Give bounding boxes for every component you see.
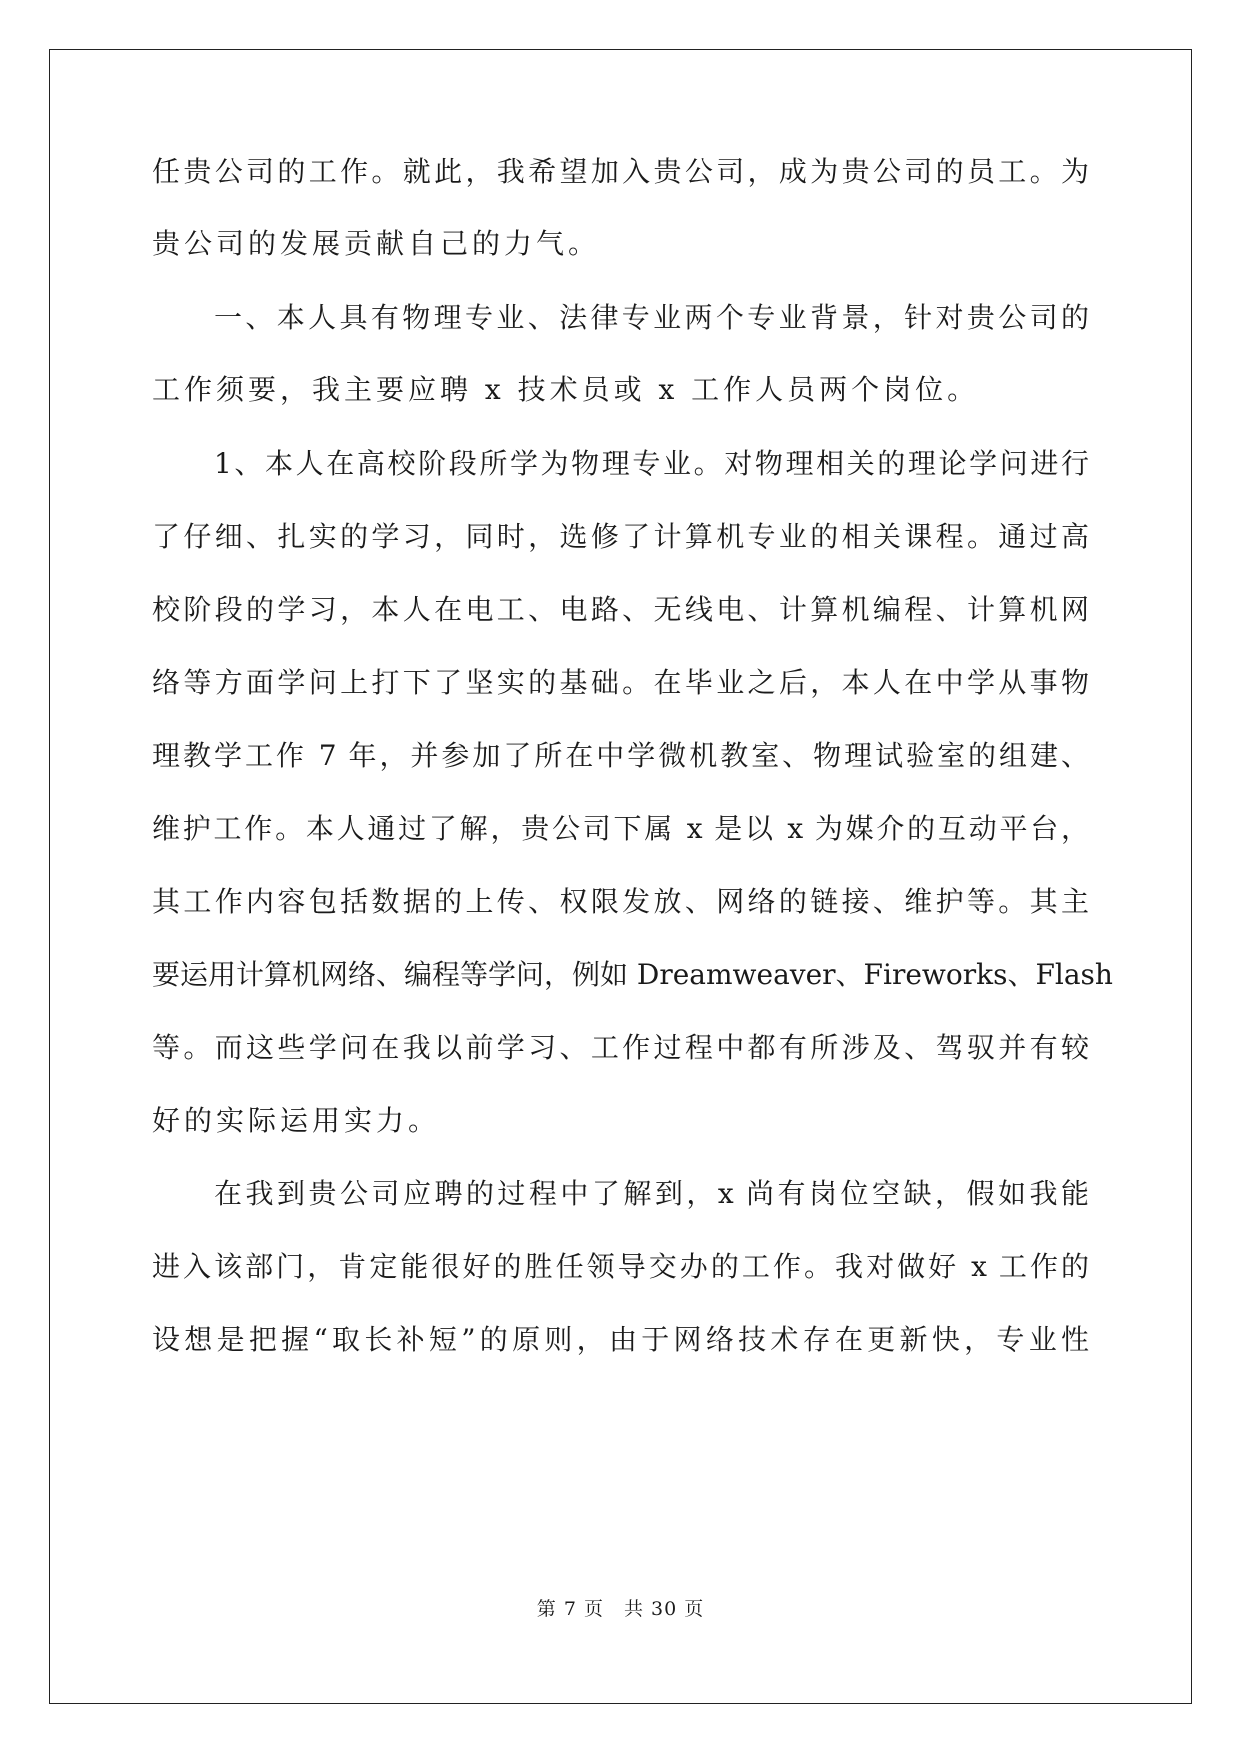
paragraph-line: 络等方面学问上打下了坚实的基础。在毕业之后，本人在中学从事物 [152, 666, 1089, 699]
paragraph-line: 等。而这些学问在我以前学习、工作过程中都有所涉及、驾驭并有较 [152, 1031, 1089, 1064]
page-number: 第 7 页 共 30 页 [536, 1598, 705, 1620]
paragraph-line: 校阶段的学习，本人在电工、电路、无线电、计算机编程、计算机网 [152, 593, 1089, 626]
paragraph-line: 了仔细、扎实的学习，同时，选修了计算机专业的相关课程。通过高 [152, 520, 1089, 553]
paragraph-line: 任贵公司的工作。就此，我希望加入贵公司，成为贵公司的员工。为 [152, 155, 1089, 188]
paragraph-line: 工作须要，我主要应聘 x 技术员或 x 工作人员两个岗位。 [152, 373, 980, 406]
paragraph-line: 进入该部门，肯定能很好的胜任领导交办的工作。我对做好 x 工作的 [152, 1250, 1089, 1283]
paragraph-line: 设想是把握“取长补短”的原则，由于网络技术存在更新快，专业性 [152, 1323, 1089, 1356]
paragraph-line: 1、本人在高校阶段所学为物理专业。对物理相关的理论学问进行 [214, 447, 1089, 480]
paragraph-line: 维护工作。本人通过了解，贵公司下属 x 是以 x 为媒介的互动平台， [152, 812, 1089, 845]
paragraph-line: 理教学工作 7 年，并参加了所在中学微机教室、物理试验室的组建、 [152, 739, 1089, 772]
paragraph-line: 好的实际运用实力。 [152, 1104, 441, 1137]
paragraph-line: 贵公司的发展贡献自己的力气。 [152, 227, 601, 260]
paragraph-line: 在我到贵公司应聘的过程中了解到，x 尚有岗位空缺，假如我能 [214, 1177, 1089, 1210]
paragraph-line: 要运用计算机网络、编程等学问，例如 Dreamweaver、Fireworks、Flash [152, 958, 1113, 991]
paragraph-line: 其工作内容包括数据的上传、权限发放、网络的链接、维护等。其主 [152, 885, 1089, 918]
paragraph-line: 一、本人具有物理专业、法律专业两个专业背景，针对贵公司的 [214, 301, 1089, 334]
